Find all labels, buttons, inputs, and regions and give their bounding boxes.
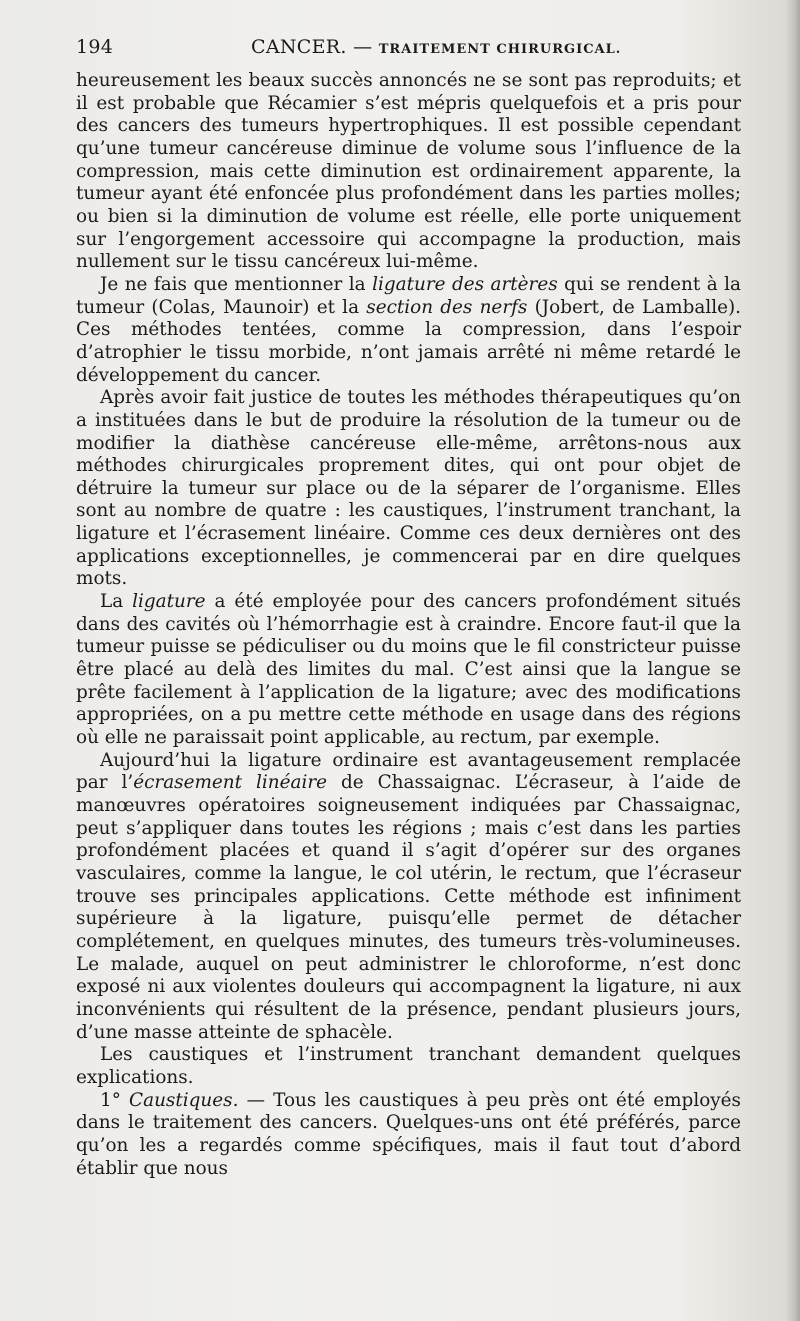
paragraph	[76, 387, 741, 591]
italic-text: écrasement linéaire	[133, 772, 328, 794]
italic-text: section des nerfs	[366, 296, 528, 318]
page-number: 194	[76, 36, 114, 58]
text-run: heureusement les beaux succès annoncés ne se sont pas reproduits; et il est probable que Récamier s’est mépris quelquefois et a pris pour des cancers des tumeurs hypertrophiques. Il est possible cependant qu’une tumeur cancéreuse diminue de volume sous l’influence de la compression, mais cette diminution est ordinairement apparente, la tumeur ayant été enfoncée plus profondément dans les parties molles; ou bien si la diminution de volume est réelle, elle porte uniquement sur l’engorgement accessoire qui accompagne la production, mais nullement sur le tissu cancéreux lui-même.	[76, 70, 741, 273]
text-run: Aujourd’hui la ligature ordinaire est avantageusement remplacée par l’	[76, 749, 741, 794]
text-run: Je ne fais que mentionner la	[100, 273, 373, 295]
paragraph	[76, 1090, 741, 1181]
text-run: La	[100, 591, 133, 613]
text-run: 1°	[100, 1089, 130, 1111]
running-head-subtitle: TRAITEMENT CHIRURGICAL.	[378, 42, 622, 57]
paragraph	[76, 591, 741, 750]
running-head	[251, 36, 621, 58]
body-text	[76, 70, 741, 1180]
text-run: (Jobert, de Lamballe). Ces méthodes tentées, comme la compression, dans l’espoir d’atrophier le tissu morbide, n’ont jamais arrêté ni même retardé le développement du cancer.	[76, 296, 741, 386]
italic-text: Caustiques.	[129, 1089, 239, 1111]
italic-text: ligature	[132, 591, 206, 613]
page-edge-shadow	[786, 0, 800, 1321]
text-run: Les caustiques et l’instrument tranchant demandent quelques explications.	[76, 1044, 741, 1088]
paragraph	[76, 70, 741, 274]
paragraph	[76, 274, 741, 387]
italic-text: ligature des artères	[372, 273, 558, 295]
text-run: de Chassaignac. L’écraseur, à l’aide de manœuvres opératoires soigneusement indiquées par Chassaignac, peut s’appliquer dans toutes les régions ; mais c’est dans les parties profondément placées et quand il s’agit d’opérer sur des organes vasculaires, comme la langue, le col utérin, le rectum, que l’écraseur trouve ses principales applications. Cette méthode est infiniment supérieure à la ligature, puisqu’elle permet de détacher complétement, en quelques minutes, des tumeurs très-volumineuses. Le malade, auquel on peut administrer le chloroforme, n’est donc exposé ni aux violentes douleurs qui accompagnent la ligature, ni aux inconvénients qui résultent de la présence, pendant plusieurs jours, d’une masse atteinte de sphacèle.	[76, 772, 741, 1043]
running-head-title: CANCER.	[251, 36, 347, 58]
text-run: — Tous les caustiques à peu près ont été employés dans le traitement des cancers. Quelques-uns ont été préférés, parce qu’on les a regardés comme spécifiques, mais il faut tout d’abord établir que nous	[76, 1089, 741, 1179]
paragraph	[76, 1044, 741, 1089]
text-run: qui se rendent à la tumeur (Colas, Maunoir) et la	[76, 273, 742, 318]
page-header	[76, 36, 741, 64]
text-run: a été employée pour des cancers profondément situés dans des cavités où l’hémorrhagie est à craindre. Encore faut-il que la tumeur puisse se pédiculiser ou du moins que le fil constricteur puisse être placé au delà des limites du mal. C’est ainsi que la langue se prête facilement à l’application de la ligature; avec des modifications appropriées, on a pu mettre cette méthode en usage dans des régions où elle ne paraissait point applicable, au rectum, par exemple.	[76, 591, 741, 749]
running-head-dash: —	[353, 36, 373, 58]
paragraph	[76, 750, 741, 1045]
text-run: Après avoir fait justice de toutes les méthodes thérapeutiques qu’on a instituées dans le but de produire la résolution de la tumeur ou de modifier la diathèse cancéreuse elle-même, arrêtons-nous aux méthodes chirurgicales proprement dites, qui ont pour objet de détruire la tumeur sur place ou de la séparer de l’organisme. Elles sont au nombre de quatre : les caustiques, l’instrument tranchant, la ligature et l’écrasement linéaire. Comme ces deux dernières ont des applications exceptionnelles, je commencerai par en dire quelques mots.	[76, 387, 741, 590]
